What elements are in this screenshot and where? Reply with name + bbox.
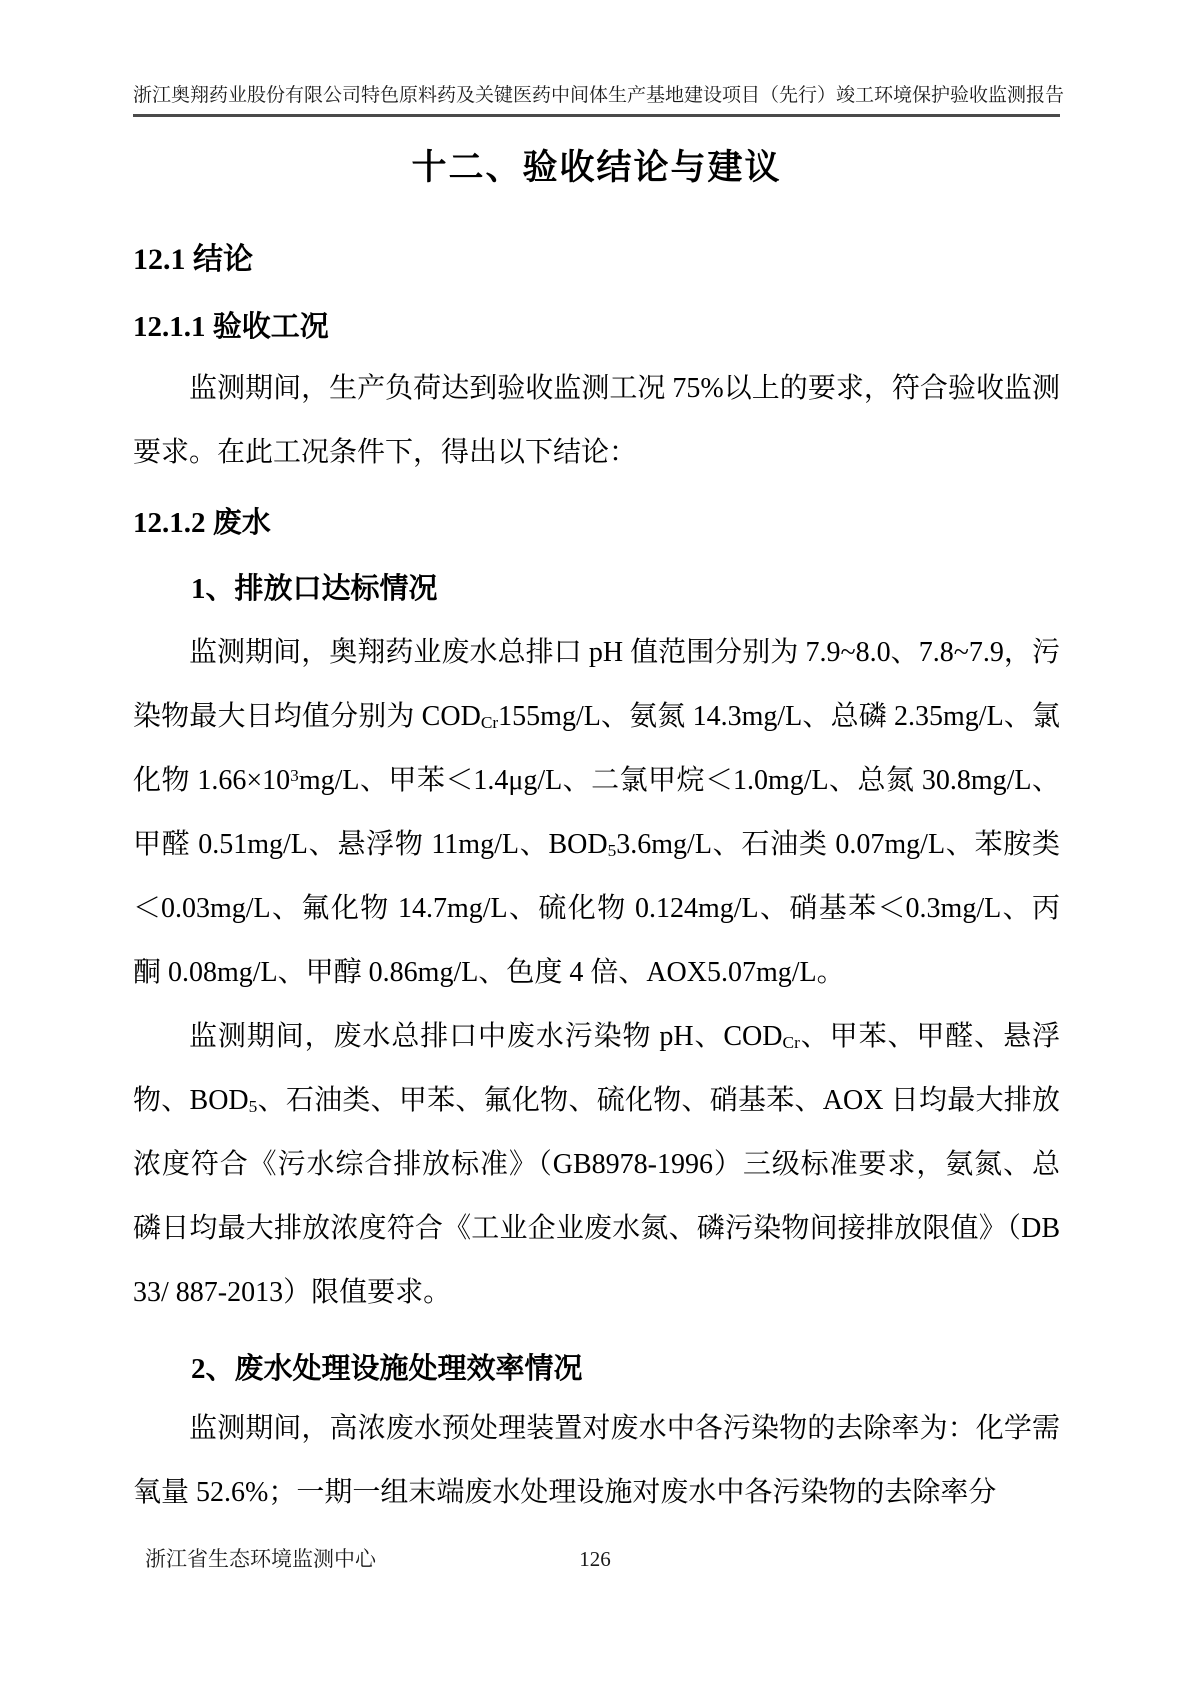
page-header: 浙江奥翔药业股份有限公司特色原料药及关键医药中间体生产基地建设项目（先行）竣工环境保护验收监测报告 xyxy=(133,84,1060,117)
sub-heading-outfall-compliance: 1、排放口达标情况 xyxy=(191,573,438,605)
paragraph-discharge-values: 监测期间，奥翔药业废水总排口 pH 值范围分别为 7.9~8.0、7.8~7.9，污染物最大日均值分别为 $COD_{Cr}155mg/L$、氨氮 14.3mg/L、总磷 2.35mg/L、氯化物 $1.66\times 10^3mg/L$、甲苯＜1.4μg/L、二氯甲烷＜1.0mg/L、总氮 30.8mg/L、甲醛 0.51mg/L、悬浮物 11mg/L、$BOD_53.6mg/L$、石油类 0.07mg/L、苯胺类＜0.03mg/L、氟化物 14.7mg/L、硫化物 0.124mg/L、硝基苯＜0.3mg/L、丙酮 0.08mg/L、甲醇 0.86mg/L、色度 4 倍、AOX5.07mg/L。 xyxy=(133,637,1061,988)
section-heading-12-1-2: 12.1.2 废水 xyxy=(133,507,271,539)
chapter-title: 十二、验收结论与建议 xyxy=(411,148,782,187)
footer-organization: 浙江省生态环境监测中心 xyxy=(145,1547,376,1571)
page-footer xyxy=(0,1546,1190,1576)
paragraph-workload-conclusion: 监测期间，生产负荷达到验收监测工况 75%以上的要求，符合验收监测要求。在此工况条件下，得出以下结论： xyxy=(133,373,1060,468)
section-heading-12-1: 12.1 结论 xyxy=(133,243,253,276)
paragraph-standards-compliance: 监测期间，废水总排口中废水污染物 pH、$COD_{Cr}$、甲苯、甲醛、悬浮物、$BOD_5$、石油类、甲苯、氟化物、硫化物、硝基苯、AOX 日均最大排放浓度符合《污水综合排放标准》（GB8978-1996）三级标准要求，氨氮、总磷日均最大排放浓度符合《工业企业废水氮、磷污染物间接排放限值》（DB 33/ 887-2013）限值要求。 xyxy=(133,1021,1060,1308)
section-heading-12-1-1: 12.1.1 验收工况 xyxy=(133,311,329,343)
sub-heading-treatment-efficiency: 2、废水处理设施处理效率情况 xyxy=(191,1353,583,1385)
footer-page-number: 126 xyxy=(579,1547,611,1571)
paragraph-treatment-efficiency: 监测期间，高浓废水预处理装置对废水中各污染物的去除率为：化学需氧量 52.6%；一期一组末端废水处理设施对废水中各污染物的去除率分 xyxy=(133,1413,1060,1508)
